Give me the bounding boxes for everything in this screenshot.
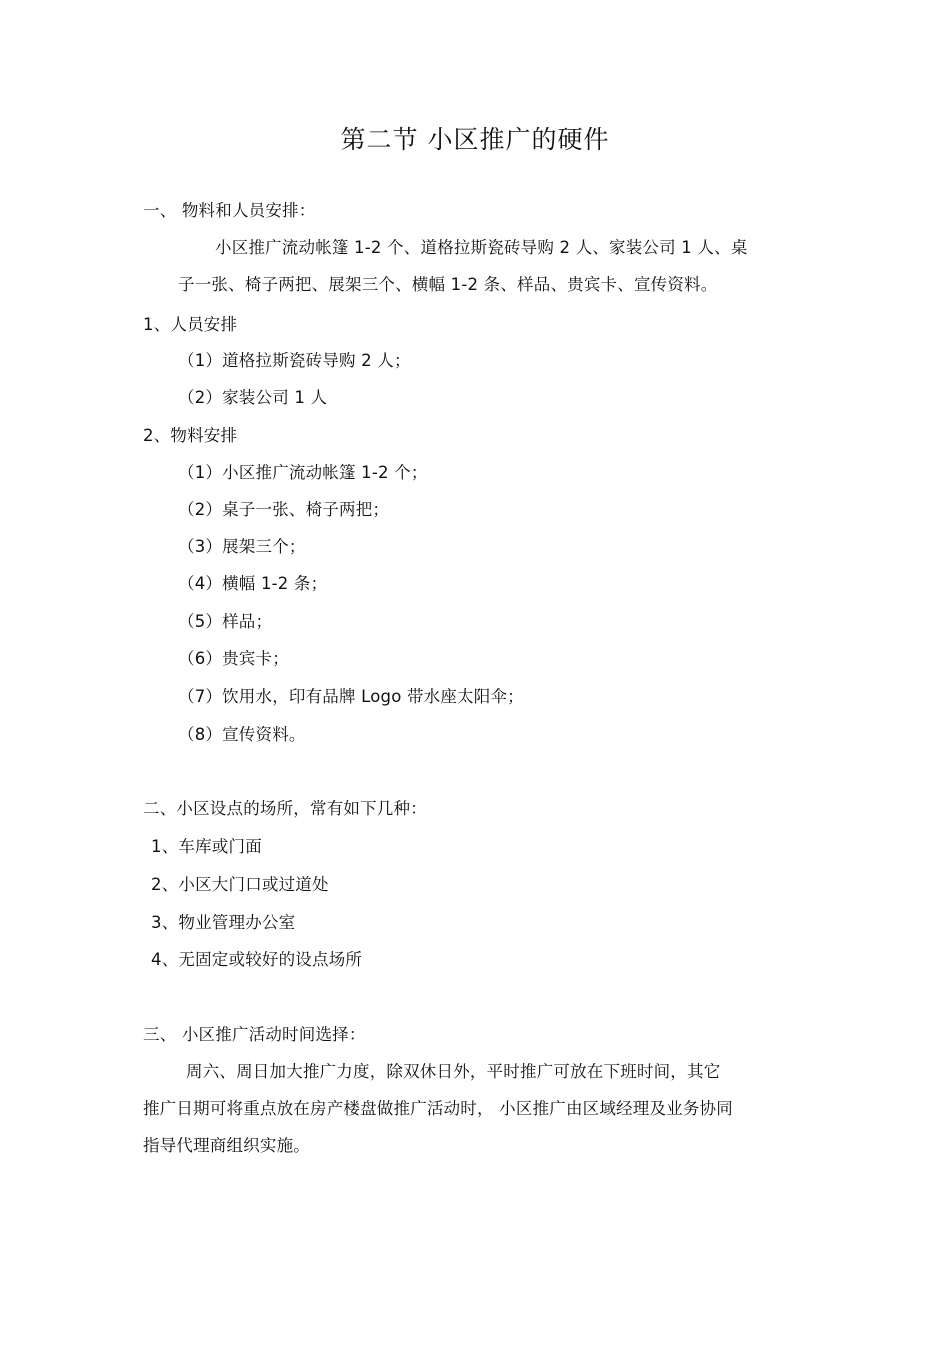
venue-item: 2、小区大门口或过道处 xyxy=(151,875,329,894)
section3-paragraph-line1: 周六、周日加大推广力度，除双休日外，平时推广可放在下班时间，其它 xyxy=(186,1062,721,1081)
personnel-item: （2）家装公司 1 人 xyxy=(178,388,328,407)
materials-item: （3）展架三个； xyxy=(178,537,306,556)
personnel-item: （1）道格拉斯瓷砖导购 2 人； xyxy=(178,351,411,370)
section1-heading: 一、 物料和人员安排： xyxy=(143,201,316,220)
venue-item: 3、物业管理办公室 xyxy=(151,913,296,932)
materials-item: （1）小区推广流动帐篷 1-2 个； xyxy=(178,463,428,482)
materials-item: （4）横幅 1-2 条； xyxy=(178,574,328,593)
section3-heading: 三、 小区推广活动时间选择： xyxy=(143,1025,366,1044)
section1-paragraph-line1: 小区推广流动帐篷 1-2 个、道格拉斯瓷砖导购 2 人、家装公司 1 人、桌 xyxy=(215,238,748,257)
materials-item: （7）饮用水，印有品牌 Logo 带水座太阳伞； xyxy=(178,687,524,706)
materials-heading: 2、物料安排 xyxy=(143,426,238,445)
materials-item: （6）贵宾卡； xyxy=(178,649,289,668)
materials-item: （5）样品； xyxy=(178,612,273,631)
page-title: 第二节 小区推广的硬件 xyxy=(340,125,610,154)
materials-item: （2）桌子一张、椅子两把； xyxy=(178,500,390,519)
venue-item: 1、车库或门面 xyxy=(151,837,262,856)
personnel-heading: 1、人员安排 xyxy=(143,315,238,334)
section2-heading: 二、小区设点的场所，常有如下几种： xyxy=(143,799,427,818)
venue-item: 4、无固定或较好的设点场所 xyxy=(151,950,363,969)
section1-paragraph-line2: 子一张、椅子两把、展架三个、横幅 1-2 条、样品、贵宾卡、宣传资料。 xyxy=(178,275,718,294)
section3-paragraph-line2: 推广日期可将重点放在房产楼盘做推广活动时， 小区推广由区域经理及业务协同 xyxy=(143,1099,733,1118)
section3-paragraph-line3: 指导代理商组织实施。 xyxy=(143,1136,310,1155)
materials-item: （8）宣传资料。 xyxy=(178,725,306,744)
